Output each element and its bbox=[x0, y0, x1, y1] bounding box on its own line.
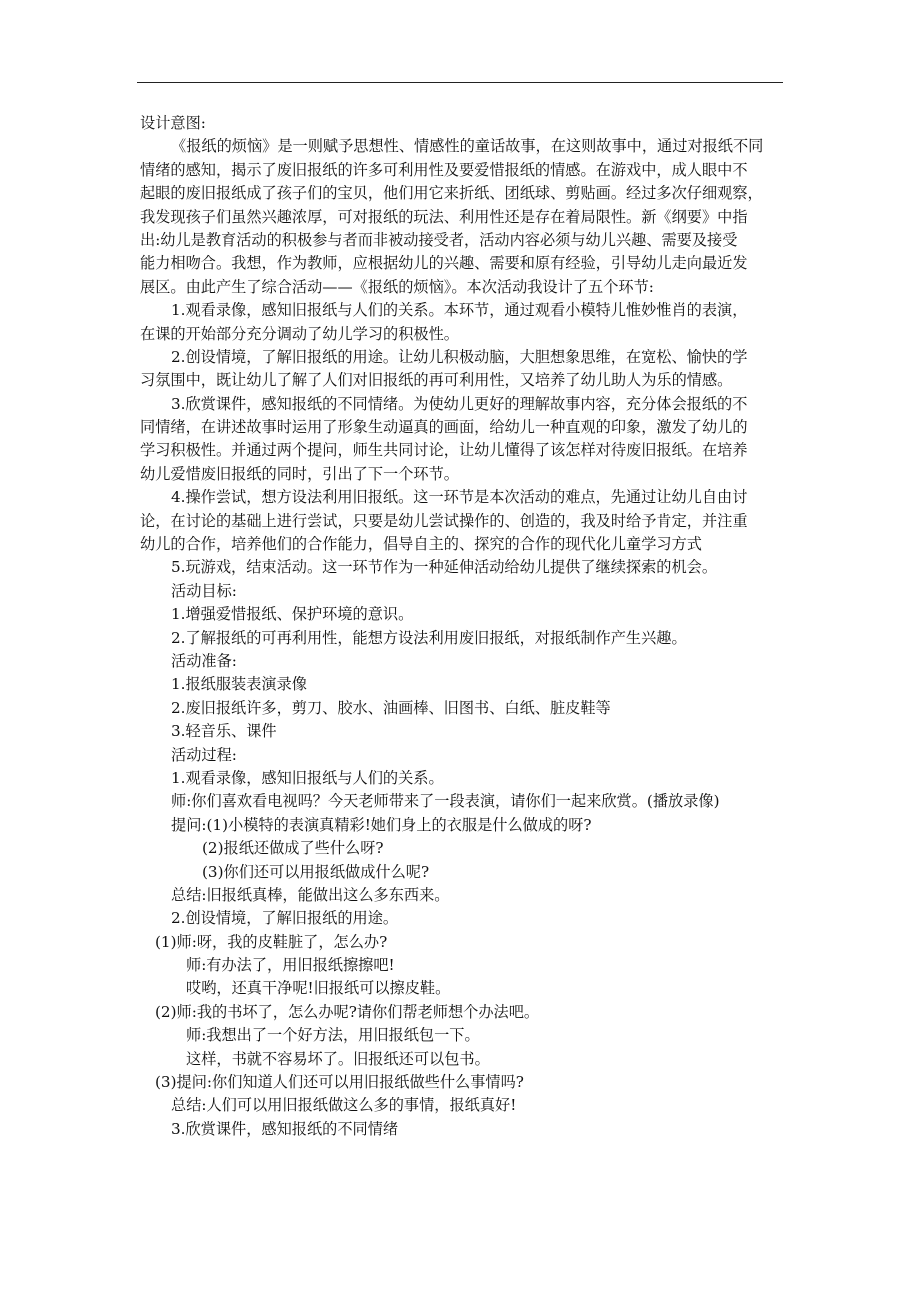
list-item: 2.废旧报纸许多，剪刀、胶水、油画棒、旧图书、白纸、脏皮鞋等 bbox=[171, 698, 611, 717]
dialogue-line: 这样，书就不容易坏了。旧报纸还可以包书。 bbox=[186, 1049, 490, 1068]
paragraph-line: 起眼的废旧报纸成了孩子们的宝贝，他们用它来折纸、团纸球、剪贴画。经过多次仔细观察， bbox=[140, 184, 763, 203]
paragraph-line: 展区。由此产生了综合活动——《报纸的烦恼》。本次活动我设计了五个环节: bbox=[140, 277, 654, 296]
list-item: 1.报纸服装表演录像 bbox=[171, 675, 307, 694]
list-item: 2.创设情境，了解旧报纸的用途。 bbox=[171, 909, 399, 928]
list-item: 3.欣赏课件，感知报纸的不同情绪 bbox=[171, 1119, 399, 1138]
paragraph-line: 在课的开始部分充分调动了幼儿学习的积极性。 bbox=[140, 324, 459, 343]
paragraph-line: 习氛围中，既让幼儿了解了人们对旧报纸的再可利用性，又培养了幼儿助人为乐的情感。 bbox=[140, 371, 733, 390]
dialogue-line: (2)师:我的书坏了，怎么办呢?请你们帮老师想个办法吧。 bbox=[155, 1002, 540, 1021]
paragraph-line: 学习积极性。并通过两个提问，师生共同讨论，让幼儿懂得了该怎样对待废旧报纸。在培养 bbox=[140, 441, 748, 460]
paragraph-line: 情绪的感知，揭示了废旧报纸的许多可利用性及要爱惜报纸的情感。在游戏中，成人眼中不 bbox=[140, 160, 748, 179]
paragraph-line: 同情绪，在讲述故事时运用了形象生动逼真的画面，给幼儿一种直观的印象，激发了幼儿的 bbox=[140, 418, 748, 437]
dialogue-line: (1)师:呀，我的皮鞋脏了，怎么办? bbox=[155, 932, 388, 951]
heading-activity-goals: 活动目标: bbox=[171, 581, 237, 600]
heading-design-intent: 设计意图: bbox=[140, 114, 206, 132]
dialogue-line: 师:你们喜欢看电视吗？今天老师带来了一段表演，请你们一起来欣赏。(播放录像) bbox=[171, 792, 720, 811]
dialogue-line: (2)报纸还做成了些什么呀? bbox=[202, 839, 384, 858]
list-item: 2.了解报纸的可再利用性，能想方设法利用废旧报纸，对报纸制作产生兴趣。 bbox=[171, 628, 687, 647]
paragraph-line: 5.玩游戏，结束活动。这一环节作为一种延伸活动给幼儿提供了继续探索的机会。 bbox=[171, 558, 718, 577]
paragraph-line: 幼儿的合作，培养他们的合作能力，倡导自主的、探究的合作的现代化儿童学习方式 bbox=[140, 535, 702, 554]
dialogue-line: (3)你们还可以用报纸做成什么呢? bbox=[202, 862, 430, 881]
dialogue-line: 总结:旧报纸真棒，能做出这么多东西来。 bbox=[171, 885, 450, 904]
dialogue-line: 总结:人们可以用旧报纸做这么多的事情，报纸真好! bbox=[171, 1096, 517, 1115]
heading-activity-prep: 活动准备: bbox=[171, 651, 237, 670]
document-body bbox=[140, 112, 792, 1141]
paragraph-line: 1.观看录像，感知旧报纸与人们的关系。本环节，通过观看小模特儿惟妙惟肖的表演， bbox=[171, 301, 748, 320]
list-item: 1.增强爱惜报纸、保护环境的意识。 bbox=[171, 605, 414, 624]
heading-activity-process: 活动过程: bbox=[171, 745, 237, 764]
header-rule bbox=[137, 82, 783, 83]
dialogue-line: 师:我想出了一个好方法，用旧报纸包一下。 bbox=[186, 1026, 480, 1045]
paragraph-line: 能力相吻合。我想，作为教师，应根据幼儿的兴趣、需要和原有经验，引导幼儿走向最近发 bbox=[140, 254, 748, 273]
dialogue-line: (3)提问:你们知道人们还可以用旧报纸做些什么事情吗? bbox=[155, 1073, 524, 1092]
dialogue-line: 哎哟，还真干净呢!旧报纸可以擦皮鞋。 bbox=[186, 979, 451, 998]
paragraph-line: 3.欣赏课件，感知报纸的不同情绪。为使幼儿更好的理解故事内容，充分体会报纸的不 bbox=[171, 394, 748, 413]
list-item: 3.轻音乐、课件 bbox=[171, 722, 277, 741]
dialogue-line: 提问:(1)小模特的表演真精彩!她们身上的衣服是什么做成的呀? bbox=[171, 815, 592, 834]
dialogue-line: 师:有办法了，用旧报纸擦擦吧! bbox=[186, 956, 395, 975]
paragraph-line: 出:幼儿是教育活动的积极参与者而非被动接受者，活动内容必须与幼儿兴趣、需要及接受 bbox=[140, 230, 738, 249]
paragraph-line: 《报纸的烦恼》是一则赋予思想性、情感性的童话故事，在这则故事中，通过对报纸不同 bbox=[171, 137, 764, 156]
paragraph-line: 4.操作尝试，想方设法利用旧报纸。这一环节是本次活动的难点，先通过让幼儿自由讨 bbox=[171, 488, 748, 507]
list-item: 1.观看录像，感知旧报纸与人们的关系。 bbox=[171, 768, 444, 787]
paragraph-line: 我发现孩子们虽然兴趣浓厚，可对报纸的玩法、利用性还是存在着局限性。新《纲要》中指 bbox=[140, 207, 748, 226]
paragraph-line: 幼儿爱惜废旧报纸的同时，引出了下一个环节。 bbox=[140, 464, 459, 483]
paragraph-line: 2.创设情境，了解旧报纸的用途。让幼儿积极动脑，大胆想象思维，在宽松、愉快的学 bbox=[171, 347, 748, 366]
paragraph-line: 论，在讨论的基础上进行尝试，只要是幼儿尝试操作的、创造的，我及时给予肯定，并注重 bbox=[140, 511, 748, 530]
